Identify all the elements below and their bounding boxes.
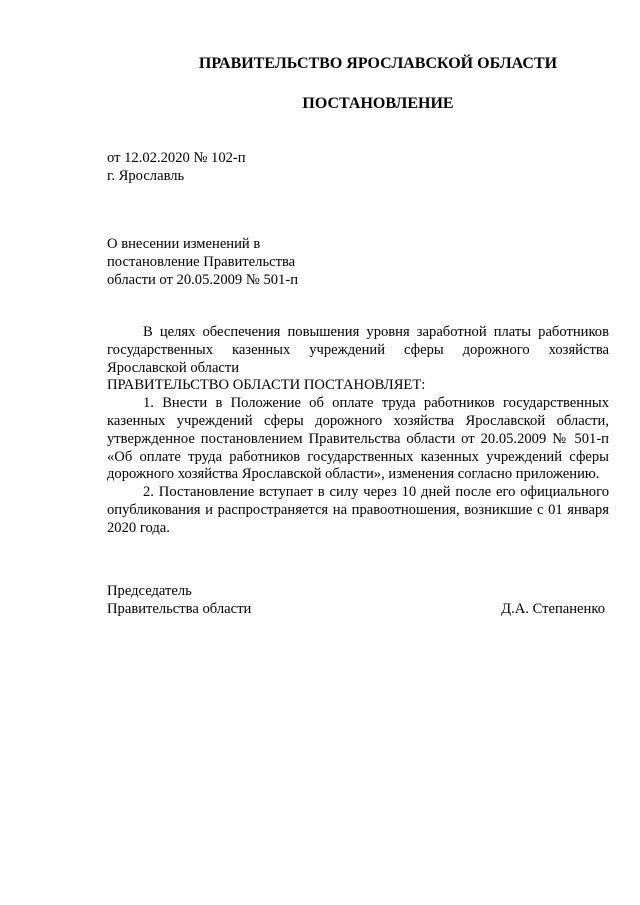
signatory-title-line1: Председатель: [107, 583, 192, 599]
preamble-paragraph: В целях обеспечения повышения уровня заработной платы работников государственных казенных учреждений сферы дорожного хозяйства Ярославской области: [107, 324, 609, 376]
document-body: [107, 324, 609, 538]
decree-line: ПРАВИТЕЛЬСТВО ОБЛАСТИ ПОСТАНОВЛЯЕТ:: [107, 377, 426, 394]
signatory-title-line2: Правительства области: [107, 601, 252, 617]
item-2-paragraph: 2. Постановление вступает в силу через 10 дней после его официального опубликования и распространяется на правоотношения, возникшие с 01 января 2020 года.: [107, 484, 609, 536]
subject-line: области от 20.05.2009 № 501-п: [107, 272, 299, 288]
subject-line: О внесении изменений в: [107, 236, 261, 252]
document-city: г. Ярославль: [107, 168, 185, 184]
document-meta: [107, 149, 246, 185]
government-title: ПРАВИТЕЛЬСТВО ЯРОСЛАВСКОЙ ОБЛАСТИ: [198, 55, 558, 72]
document-date-number: от 12.02.2020 № 102-п: [107, 150, 246, 166]
subject-line: постановление Правительства: [107, 254, 296, 270]
item-1-paragraph: 1. Внести в Положение об оплате труда работников государственных казенных учреждений сферы дорожного хозяйства Ярославской области, утвержденное постановлением Правительства области от 20.05.2009 № 501-п «Об оплате труда работников государственных казенных учреждений сферы дорожного хозяйства Ярославской области», изменения согласно приложению.: [107, 395, 609, 483]
document-subject: [107, 235, 298, 289]
signatory-name: Д.А. Степаненко: [501, 601, 605, 617]
signature-block: [107, 582, 605, 618]
document-type-title: ПОСТАНОВЛЕНИЕ: [302, 95, 454, 112]
signature-row: [107, 600, 605, 618]
